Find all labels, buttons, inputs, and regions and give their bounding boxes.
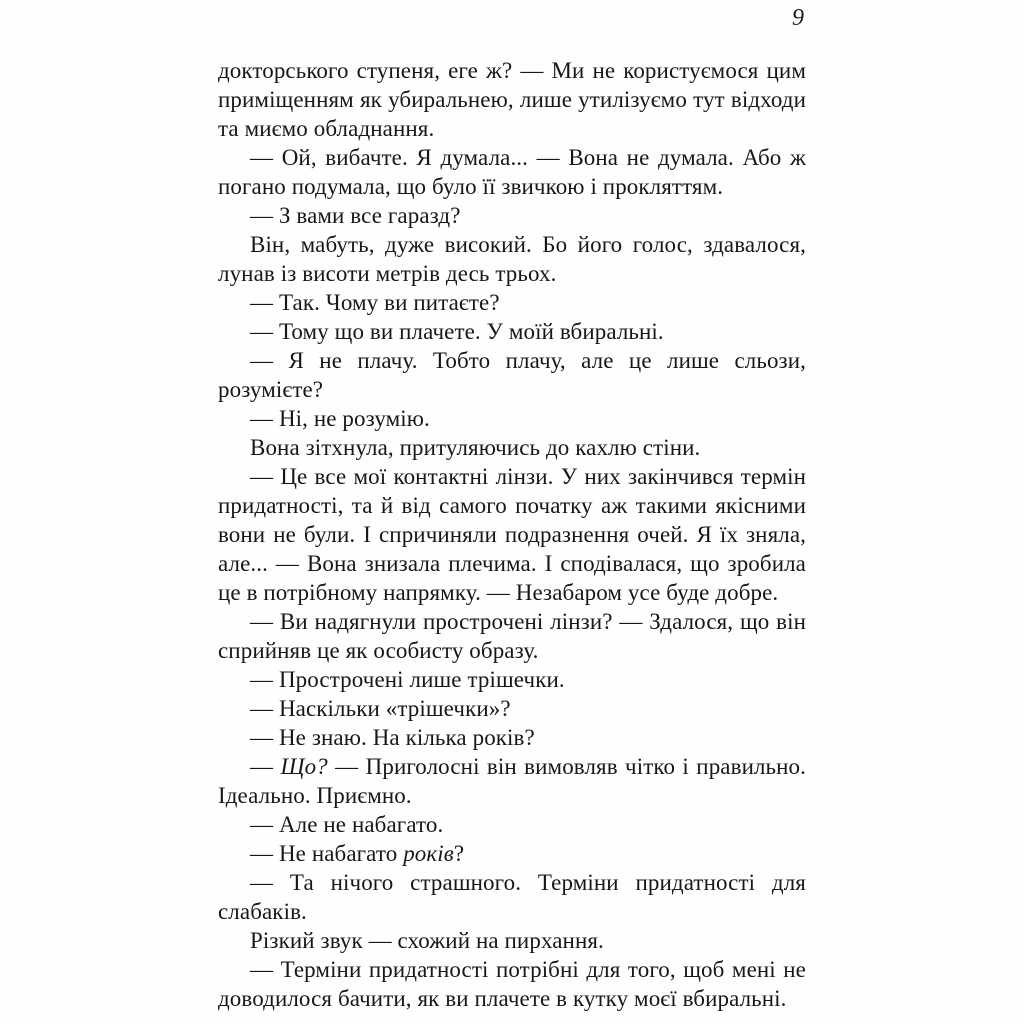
paragraph (218, 201, 806, 230)
text-run: — Ой, вибачте. Я думала... — Вона не думала. Або ж погано подумала, що було її звичкою і прокляттям. (218, 145, 806, 199)
paragraph (218, 810, 806, 839)
text-run: — Я не плачу. Тобто плачу, але це лише сльози, розумієте? (218, 348, 806, 402)
page (218, 0, 806, 1013)
paragraph (218, 143, 806, 201)
text-run: Різкий звук — схожий на пирхання. (250, 928, 604, 953)
paragraph (218, 607, 806, 665)
text-run: — (250, 754, 281, 779)
paragraph (218, 462, 806, 607)
text-run: — Не знаю. На кілька років? (250, 725, 535, 750)
text-run: — Так. Чому ви питаєте? (250, 290, 500, 315)
text-run: — Терміни придатності потрібні для того, щоб мені не доводилося бачити, як ви плачете в кутку моєї вбиральні. (218, 957, 806, 1011)
text-run: Він, мабуть, дуже високий. Бо його голос, здавалося, лунав із висоти метрів десь трьох. (218, 232, 806, 286)
paragraph (218, 926, 806, 955)
paragraph (218, 665, 806, 694)
paragraph (218, 288, 806, 317)
text-run: — Ви надягнули прострочені лінзи? — Здалося, що він сприйняв це як особисту образу. (218, 609, 806, 663)
paragraph (218, 317, 806, 346)
text-run: — Але не набагато. (250, 812, 444, 837)
text-run: ? (453, 841, 465, 866)
text-run: — Ні, не розумію. (250, 406, 430, 431)
paragraph (218, 230, 806, 288)
paragraph (218, 56, 806, 143)
text-run: — Тому що ви плачете. У моїй вбиральні. (250, 319, 664, 344)
paragraph (218, 433, 806, 462)
text-run: — Приголосні він вимовляв чітко і правильно. Ідеально. Приємно. (218, 754, 806, 808)
text-run: — З вами все гаразд? (250, 203, 461, 228)
paragraph (218, 868, 806, 926)
paragraph (218, 346, 806, 404)
text-run: докторського ступеня, еге ж? — Ми не користуємося цим приміщенням як убиральнею, лише утилізуємо тут відходи та миємо обладнання. (218, 58, 806, 141)
paragraph (218, 404, 806, 433)
paragraph (218, 955, 806, 1013)
text-run: — Та нічого страшного. Терміни придатності для слабаків. (218, 870, 806, 924)
text-run: — Не набагато (250, 841, 404, 866)
paragraph (218, 723, 806, 752)
text-run: Вона зітхнула, притуляючись до кахлю стіни. (250, 435, 701, 460)
text-run: — Це все мої контактні лінзи. У них закінчився термін придатності, та й від самого початку аж такими якісними вони не були. І спричиняли подразнення очей. Я їх зняла, але... — Вона знизала плечима. І сподівалася, що зробила це в потрібному напрямку. — Незабаром усе буде добре. (218, 464, 806, 605)
page-number: 9 (792, 5, 804, 31)
text-run: — Прострочені лише трішечки. (250, 667, 565, 692)
paragraph (218, 839, 806, 868)
italic-text-run: Що? (280, 754, 328, 779)
paragraph (218, 694, 806, 723)
italic-text-run: років (403, 841, 454, 866)
paragraph (218, 752, 806, 810)
text-run: — Наскільки «трішечки»? (250, 696, 511, 721)
text-block (218, 56, 806, 1013)
